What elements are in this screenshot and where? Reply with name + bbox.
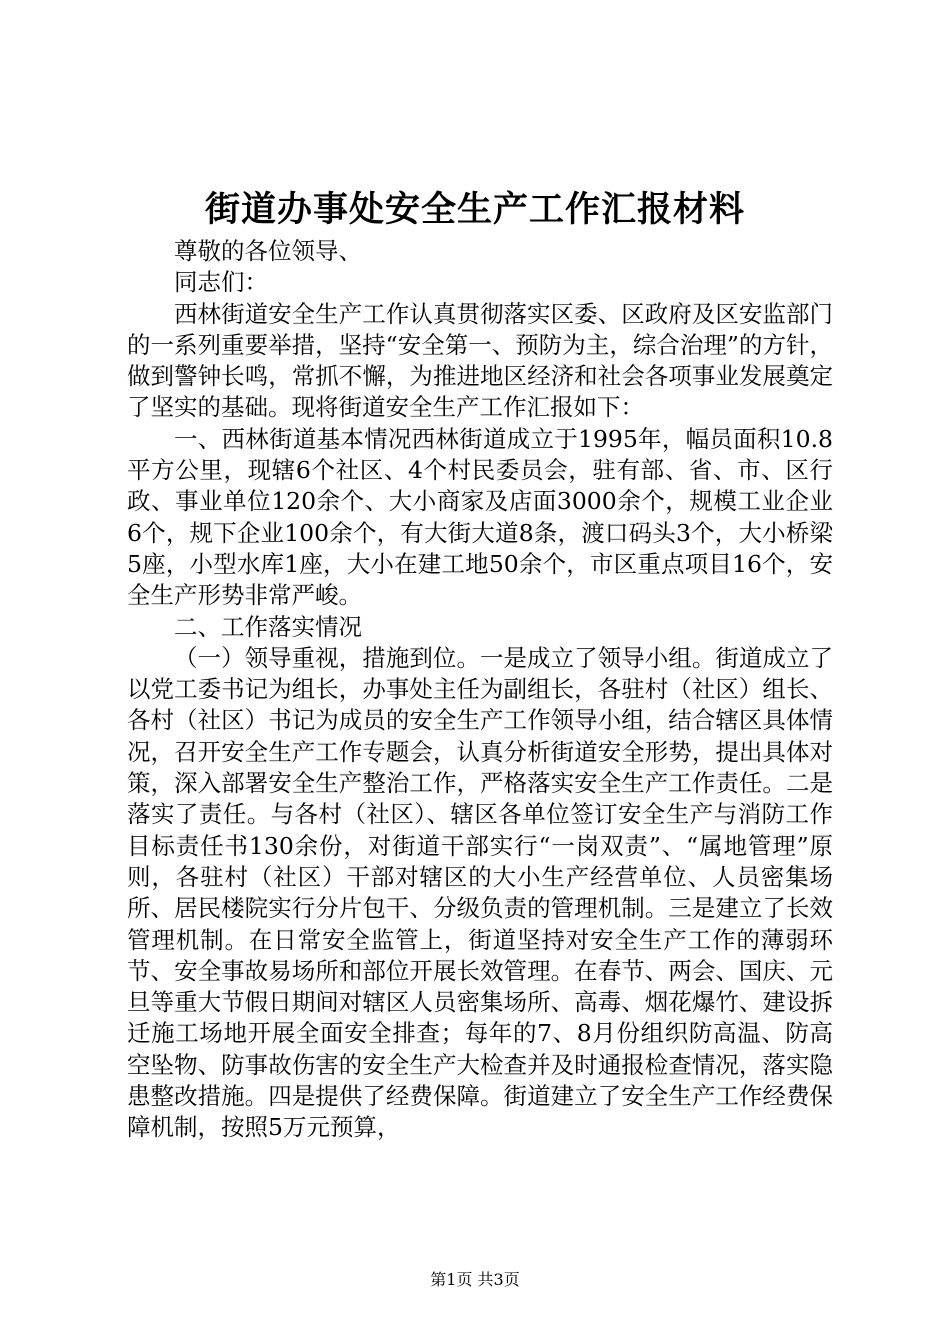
salutation-line-2: 同志们： <box>174 268 268 297</box>
document-body <box>127 236 833 1144</box>
page-footer: 第1页 共3页 <box>430 1270 520 1289</box>
salutation-line-1: 尊敬的各位领导、 <box>174 237 362 265</box>
paragraph-leadership: （一）领导重视，措施到位。一是成立了领导小组。街道成立了以党工委书记为组长，办事处主任为副组长，各驻村（社区）组长、各村（社区）书记为成员的安全生产工作领导小组，结合辖区具体情况，召开安全生产工作专题会，认真分析街道安全形势，提出具体对策，深入部署安全生产整治工作，严格落实安全生产工作责任。二是落实了责任。与各村（社区）、辖区各单位签订安全生产与消防工作目标责任书130余份，对街道干部实行“一岗双责”、“属地管理”原则，各驻村（社区）干部对辖区的大小生产经营单位、人员密集场所、居民楼院实行分片包干、分级负责的管理机制。三是建立了长效管理机制。在日常安全监管上，街道坚持对安全生产工作的薄弱环节、安全事故易场所和部位开展长效管理。在春节、两会、国庆、元旦等重大节假日期间对辖区人员密集场所、高毒、烟花爆竹、建设拆迁施工场地开展全面安全排查；每年的7、8月份组织防高温、防高空坠物、防事故伤害的安全生产大检查并及时通报检查情况，落实隐患整改措施。四是提供了经费保障。街道建立了安全生产工作经费保障机制，按照5万元预算， <box>127 643 833 1142</box>
section-heading-implementation: 二、工作落实情况 <box>174 612 362 641</box>
document-title: 街道办事处安全生产工作汇报材料 <box>204 189 745 230</box>
paragraph-intro: 西林街道安全生产工作认真贯彻落实区委、区政府及区安监部门的一系列重要举措，坚持“安全第一、预防为主，综合治理”的方针，做到警钟长鸣，常抓不懈，为推进地区经济和社会各项事业发展奠定了坚实的基础。现将街道安全生产工作汇报如下： <box>127 299 833 422</box>
paragraph-basic-situation: 一、西林街道基本情况西林街道成立于1995年，幅员面积10.8平方公里，现辖6个社区、4个村民委员会，驻有部、省、市、区行政、事业单位120余个、大小商家及店面3000余个，规模工业企业6个，规下企业100余个，有大街大道8条，渡口码头3个，大小桥梁5座，小型水库1座，大小在建工地50余个，市区重点项目16个，安全生产形势非常严峻。 <box>127 424 833 610</box>
